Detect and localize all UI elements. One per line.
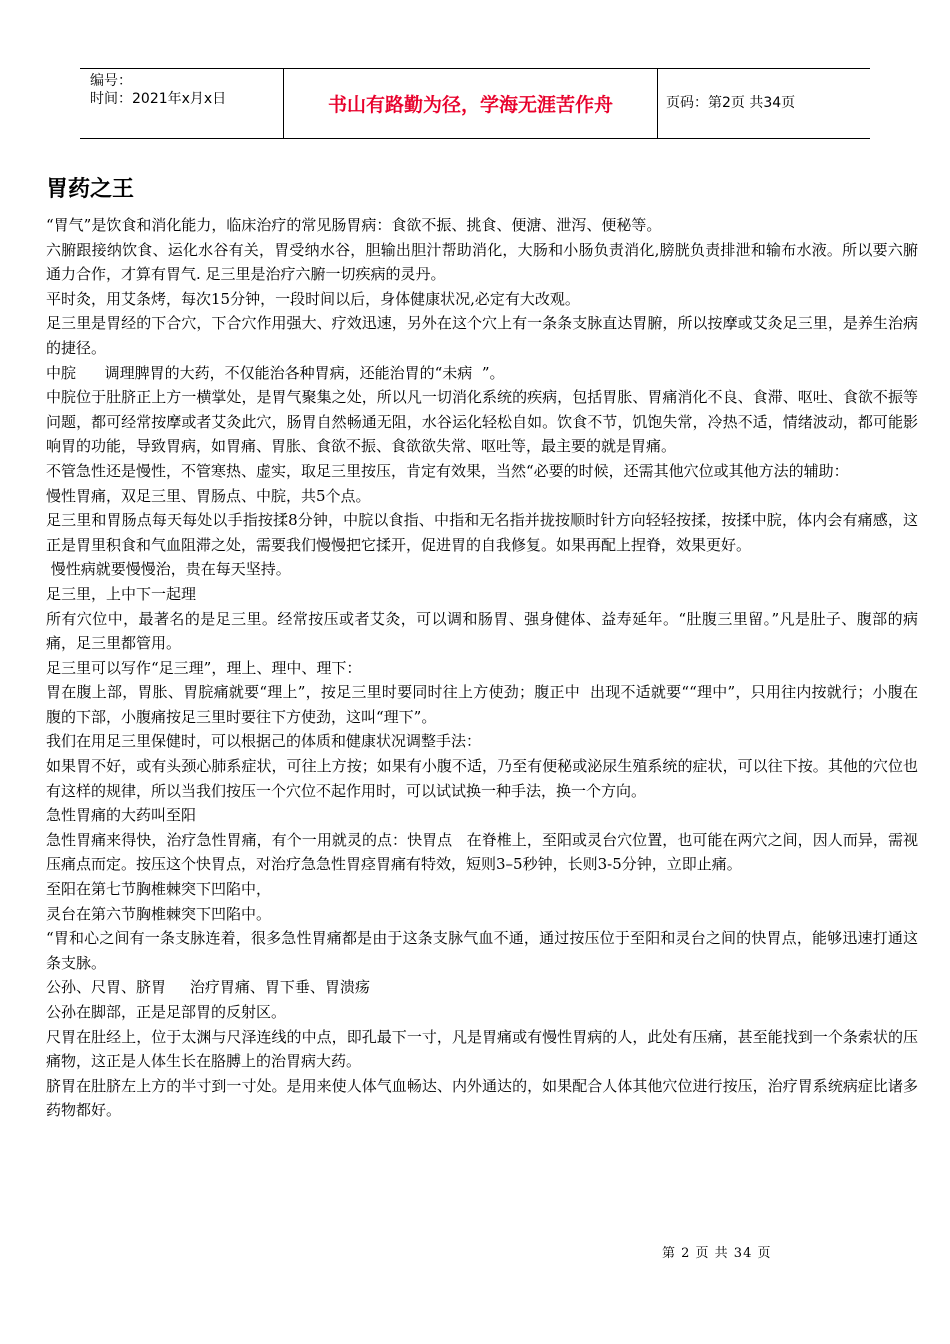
body-paragraph: 如果胃不好，或有头颈心肺系症状，可往上方按；如果有小腹不适，乃至有便秘或泌尿生殖系统的症状，可以往下按。其他的穴位也有这样的规律，所以当我们按压一个穴位不起作用时，可以试试换一种手法，换一个方向。 [46, 757, 918, 800]
body-paragraph: 公孙在脚部，正是足部胃的反射区。 [46, 1003, 287, 1021]
page-header [80, 68, 870, 139]
page-footer: 第 2 页 共 34 页 [662, 1246, 772, 1261]
header-motto-cell [284, 69, 658, 138]
body-paragraph: 慢性胃痛，双足三里、胃肠点、中脘，共5个点。 [46, 486, 371, 505]
body-paragraph: 公孙、尺胃、脐胃 治疗胃痛、胃下垂、胃溃疡 [46, 978, 370, 997]
time-label: 时间：2021年x月x日 [90, 91, 227, 107]
body-paragraph: 所有穴位中，最著名的是足三里。经常按压或者艾灸，可以调和肠胃、强身健体、益寿延年。“肚腹三里留。”凡是肚子、腹部的病痛，足三里都管用。 [46, 609, 918, 653]
body-paragraph: 脐胃在肚脐左上方的半寸到一寸处。是用来使人体气血畅达、内外通达的，如果配合人体其他穴位进行按压，治疗胃系统病症比诸多药物都好。 [46, 1076, 918, 1120]
body-paragraph: “胃和心之间有一条支脉连着，很多急性胃痛都是由于这条支脉气血不通，通过按压位于至阳和灵台之间的快胃点，能够迅速打通这条支脉。 [46, 929, 918, 972]
body-paragraph: 我们在用足三里保健时，可以根据己的体质和健康状况调整手法： [46, 732, 482, 751]
body-paragraph: 中脘位于肚脐正上方一横掌处，是胃气聚集之处，所以凡一切消化系统的疾病，包括胃胀、胃痛消化不良、食滞、呕吐、食欲不振等问题，都可经常按摩或者艾灸此穴，肠胃自然畅通无阻，水谷运化轻松自如。饮食不节，饥饱失常，冷热不适，情绪波动，都可能影响胃的功能，导致胃病，如胃痛、胃胀、食欲不振、食欲欲失常、呕吐等，最主要的就是胃痛。 [46, 388, 918, 456]
body-paragraph: 足三里可以写作“足三理”，理上、理中、理下： [46, 658, 362, 677]
body-paragraph: 慢性病就要慢慢治，贵在每天坚持。 [46, 560, 291, 579]
body-paragraph: 不管急性还是慢性，不管寒热、虚实，取足三里按压，肯定有效果，当然“必要的时候，还需其他穴位或其他方法的辅助： [46, 461, 849, 480]
body-paragraph: 灵台在第六节胸椎棘突下凹陷中。 [46, 904, 272, 923]
page-info: 页码：第2页 共34页 [666, 95, 796, 111]
document-body [46, 213, 918, 1123]
body-paragraph: 六腑跟接纳饮食、运化水谷有关，胃受纳水谷，胆输出胆汁帮助消化，大肠和小肠负责消化,膀胱负责排泄和输布水液。所以要六腑通力合作，才算有胃气. 足三里是治疗六腑一切疾病的灵丹。 [46, 240, 918, 284]
body-paragraph: 胃在腹上部，胃胀、胃脘痛就要“理上”，按足三里时要同时往上方使劲；腹正中 出现不适就要““理中”，只用往内按就行；小腹在腹的下部，小腹痛按足三里时要往下方使劲，这叫“理下”。 [46, 683, 918, 726]
body-paragraph: 足三里是胃经的下合穴，下合穴作用强大、疗效迅速，另外在这个穴上有一条条支脉直达胃腑，所以按摩或艾灸足三里，是养生治病的捷径。 [46, 314, 918, 357]
body-paragraph: 足三里，上中下一起理 [46, 584, 197, 603]
body-paragraph: 至阳在第七节胸椎棘突下凹陷中， [46, 880, 272, 899]
serial-label: 编号： [90, 73, 132, 89]
body-paragraph: 尺胃在肚经上，位于太渊与尺泽连线的中点，即孔最下一寸，凡是胃痛或有慢性胃病的人，此处有压痛，甚至能找到一个条索状的压痛物，这正是人体生长在胳膊上的治胃病大药。 [46, 1027, 918, 1071]
body-paragraph: 急性胃痛的大药叫至阳 [46, 806, 197, 825]
body-paragraph: 平时灸，用艾条烤，每次15分钟，一段时间以后，身体健康状况,必定有大改观。 [46, 289, 580, 308]
body-paragraph: “胃气”是饮食和消化能力，临床治疗的常见肠胃病：食欲不振、挑食、便溏、泄泻、便秘等。 [46, 216, 662, 234]
body-paragraph: 足三里和胃肠点每天每处以手指按揉8分钟，中脘以食指、中指和无名指并拢按顺时针方向轻轻按揉，按揉中脘，体内会有痛感，这正是胃里积食和气血阻滞之处，需要我们慢慢把它揉开，促进胃的自我修复。如果再配上捏脊，效果更好。 [46, 511, 918, 554]
body-paragraph: 中脘 调理脾胃的大药，不仅能治各种胃病，还能治胃的“未病 ”。 [46, 363, 505, 382]
document-title: 胃药之王 [46, 177, 135, 202]
motto-text: 书山有路勤为径，学海无涯苦作舟 [327, 94, 613, 116]
header-meta-cell [80, 69, 284, 138]
body-paragraph: 急性胃痛来得快，治疗急性胃痛，有个一用就灵的点：快胃点 在脊椎上，至阳或灵台穴位置，也可能在两穴之间，因人而异，需视压痛点而定。按压这个快胃点，对治疗急急性胃痉胃痛有特效，短则3–5秒钟，长则3-5分钟，立即止痛。 [46, 830, 918, 874]
header-page-cell [658, 69, 870, 138]
